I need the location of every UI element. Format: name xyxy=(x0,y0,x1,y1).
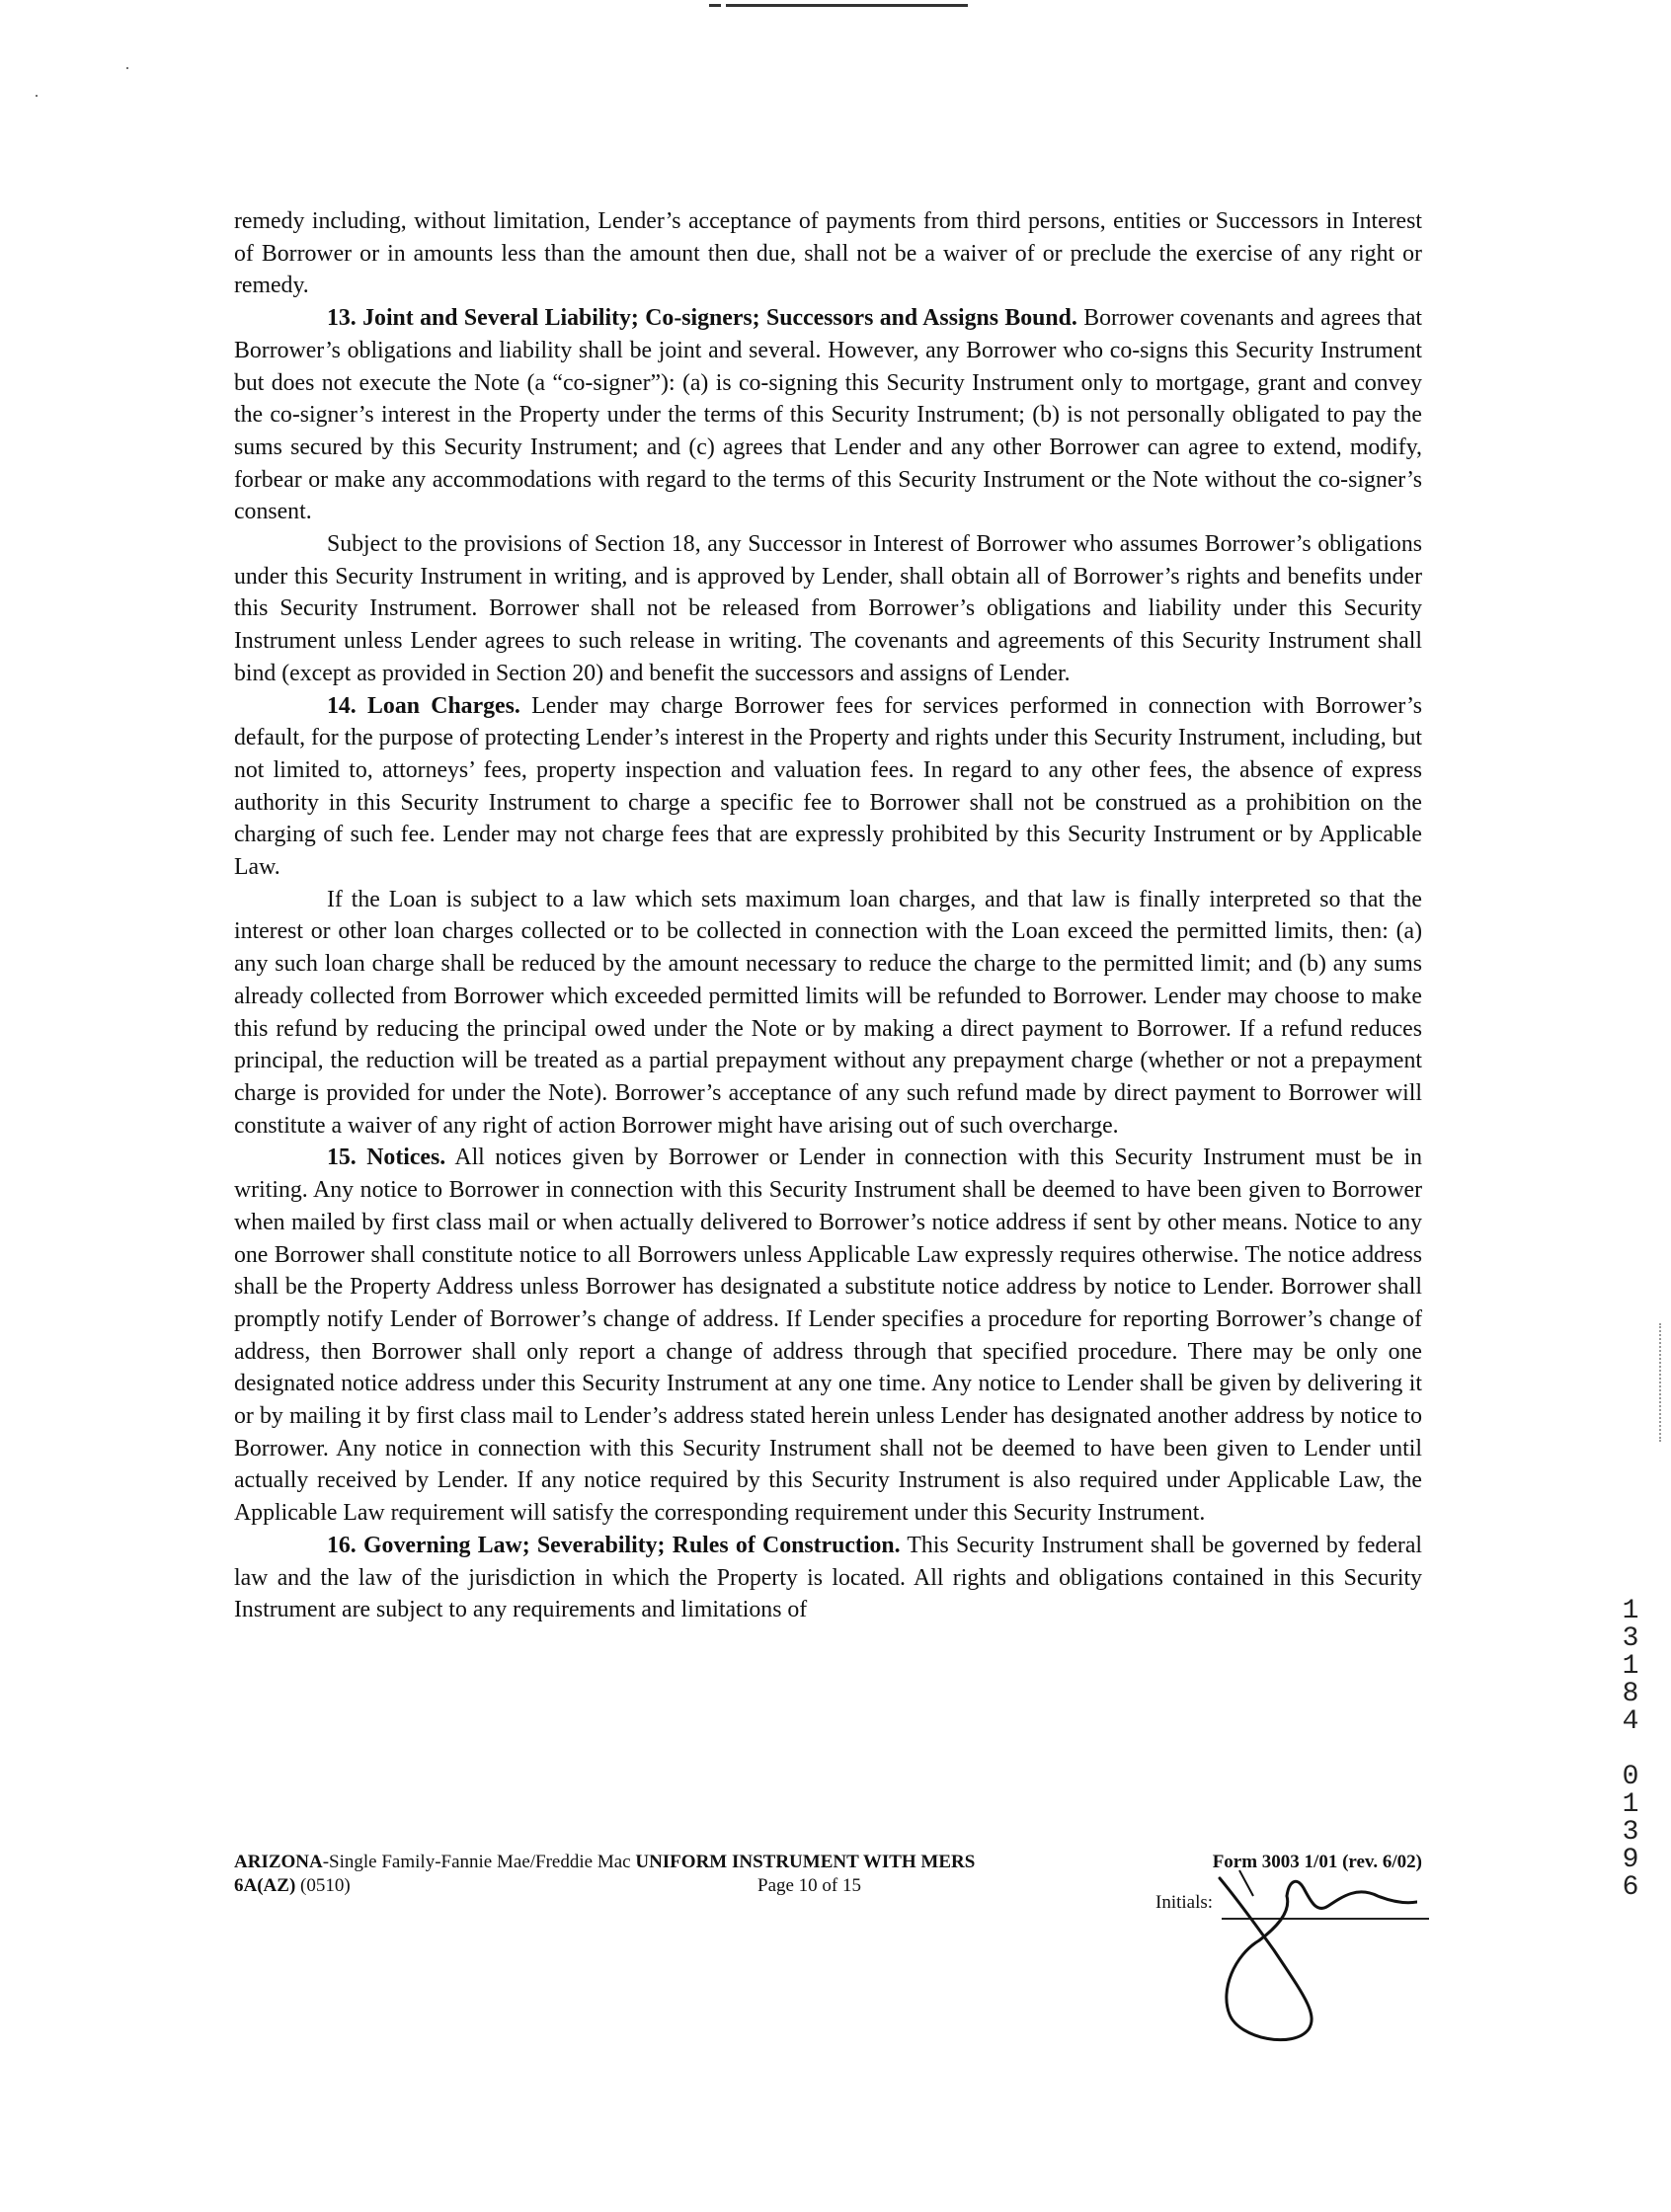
section-title: 14. Loan Charges. xyxy=(327,692,520,719)
paragraph xyxy=(234,690,1422,884)
paragraph xyxy=(234,205,1422,302)
paragraph xyxy=(234,528,1422,690)
initials-signature xyxy=(1180,1856,1417,2044)
footer-form-title xyxy=(234,1851,975,1874)
footer-form-title-bold: UNIFORM INSTRUMENT WITH MERS xyxy=(635,1852,976,1872)
section-title: 13. Joint and Several Liability; Co-signers; Successors and Assigns Bound. xyxy=(327,305,1077,332)
footer-state: ARIZONA xyxy=(234,1852,323,1872)
scan-edge-dots xyxy=(1659,1323,1664,1442)
footer-version: (0510) xyxy=(295,1875,351,1896)
paragraph-text: All notices given by Borrower or Lender in connection with this Security Instrument must be in writing. Any notice to Borrower in connection with this Security Instrument shall be deemed to have been given to Borrower when mailed by first class mail or when actually delivered to Borrower’s notice address if sent by other means. Notice to any one Borrower shall constitute notice to all Borrowers unless Applicable Law expressly requires otherwise. The notice address shall be the Property Address unless Borrower has designated a substitute notice address by notice to Lender. Borrower shall promptly notify Lender of Borrower’s change of address. If Lender specifies a procedure for reporting Borrower’s change of address, then Borrower shall only report a change of address through that specified procedure. There may be only one designated notice address under this Security Instrument at any one time. Any notice to Lender shall be given by delivering it or by mailing it by first class mail to Lender’s address stated herein unless Lender has designated another address by notice to Borrower. Any notice in connection with this Security Instrument shall not be deemed to have been given to Lender until actually received by Lender. If any notice required by this Security Instrument is also required under Applicable Law, the Applicable Law requirement will satisfy the corresponding requirement under this Security Instrument. xyxy=(234,1145,1422,1527)
paragraph xyxy=(234,1530,1422,1626)
top-edge-rule xyxy=(726,4,968,7)
page-number: Page 10 of 15 xyxy=(757,1875,862,1896)
initials-label: Initials: xyxy=(1155,1892,1214,1913)
paragraph-text: remedy including, without limitation, Lender’s acceptance of payments from third persons, entities or Successors in Interest of Borrower or in amounts less than the amount then due, shall not be a waiver of or preclude the exercise of any right or remedy. xyxy=(234,208,1422,299)
paragraph-text: If the Loan is subject to a law which sets maximum loan charges, and that law is finally interpreted so that the interest or other loan charges collected or to be collected in connection with the Loan exceed the permitted limits, then: (a) any such loan charge shall be reduced by the amount necessary to reduce the charge to the permitted limit; and (b) any sums already collected from Borrower which exceeded permitted limits will be refunded to Borrower. Lender may choose to make this refund by reducing the principal owed under the Note or by making a direct payment to Borrower. If a refund reduces principal, the reduction will be treated as a partial prepayment without any prepayment charge (whether or not a prepayment charge is provided for under the Note). Borrower’s acceptance of any such refund made by direct payment to Borrower will constitute a waiver of any right of action Borrower might have arising out of such overcharge. xyxy=(234,886,1422,1139)
paragraph-text: This Security Instrument shall be governed by federal law and the law of the jurisdiction in which the Property is located. All rights and obligations contained in this Security Instrument are subject to any requirements and limitations of xyxy=(234,1532,1422,1623)
footer-code: 6A(AZ) xyxy=(234,1875,296,1896)
footer-form-code xyxy=(234,1874,351,1898)
signature-tail-stroke xyxy=(1287,1881,1417,1908)
footer-form-description: -Single Family-Fannie Mae/Freddie Mac xyxy=(322,1852,636,1872)
paragraph-text: Borrower covenants and agrees that Borrower’s obligations and liability shall be joint and several. However, any Borrower who co-signs this Security Instrument but does not execute the Note (a “co-signer”): (a) is co-signing this Security Instrument only to mortgage, grant and convey the co-signer’s interest in the Property under the terms of this Security Instrument; (b) is not personally obligated to pay the sums secured by this Security Instrument; and (c) agrees that Lender and any other Borrower can agree to extend, modify, forbear or make any accommodations with regard to the terms of this Security Instrument or the Note without the co-signer’s consent. xyxy=(234,305,1422,525)
section-title: 15. Notices. xyxy=(327,1145,446,1171)
paragraph xyxy=(234,884,1422,1143)
document-body xyxy=(234,205,1422,1626)
paragraph xyxy=(234,1142,1422,1529)
paragraph-text: Subject to the provisions of Section 18, any Successor in Interest of Borrower who assumes Borrower’s obligations under this Security Instrument in writing, and is approved by Lender, shall obtain all of Borrower’s rights and benefits under this Security Instrument. Borrower shall not be released from Borrower’s obligations and liability under this Security Instrument unless Lender agrees to such release in writing. The covenants and agreements of this Security Instrument shall bind (except as provided in Section 20) and benefit the successors and assigns of Lender. xyxy=(234,531,1422,686)
section-title: 16. Governing Law; Severability; Rules of Construction. xyxy=(327,1532,901,1558)
paragraph xyxy=(234,302,1422,528)
signature-loop-stroke xyxy=(1220,1878,1312,2040)
footer-form-number: Form 3003 1/01 (rev. 6/02) xyxy=(1212,1852,1422,1872)
signature-tick-stroke xyxy=(1239,1870,1253,1896)
top-edge-mark xyxy=(709,4,721,7)
paragraph-text: Lender may charge Borrower fees for services performed in connection with Borrower’s default, for the purpose of protecting Lender’s interest in the Property and rights under this Security Instrument, including, but not limited to, attorneys’ fees, property inspection and valuation fees. In regard to any other fees, the absence of express authority in this Security Instrument to charge a specific fee to Borrower shall not be construed as a prohibition on the charging of such fee. Lender may not charge fees that are expressly prohibited by this Security Instrument or by Applicable Law. xyxy=(234,692,1423,881)
scan-speck xyxy=(126,67,128,69)
scan-speck xyxy=(36,95,38,97)
recording-stamp: 1 3 1 8 4 0 1 3 9 6 xyxy=(1622,1596,1639,1903)
